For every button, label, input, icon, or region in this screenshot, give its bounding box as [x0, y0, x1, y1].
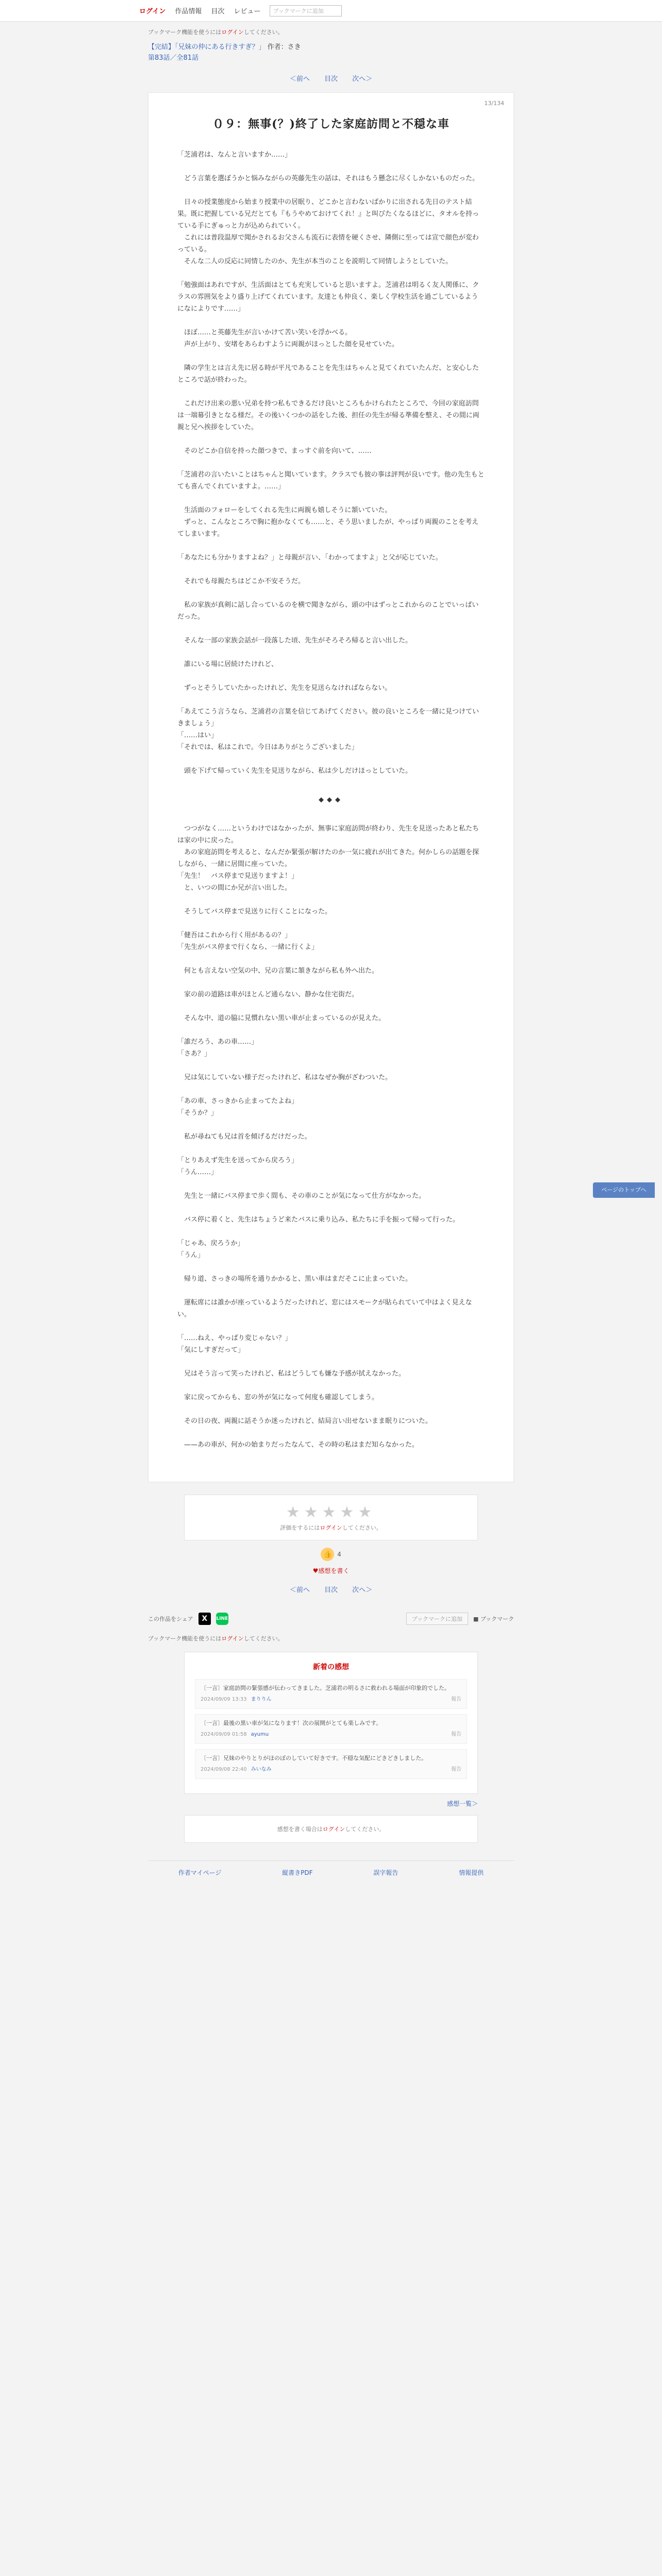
- review-text: 〔一言〕兄妹のやりとりがほのぼのしていて好きです。不穏な気配にどきどきしました。: [201, 1754, 427, 1761]
- rating-login-link[interactable]: ログイン: [320, 1524, 342, 1531]
- nav-review[interactable]: レビュー: [234, 8, 261, 15]
- body-paragraph: [177, 1143, 485, 1155]
- body-paragraph: [177, 1320, 485, 1332]
- body-paragraph: 「芝浦君の言いたいことはちゃんと聞いています。クラスでも彼の事は評判が良いです。他の先生もとても喜んでくれていますよ。……」: [177, 470, 485, 490]
- body-paragraph: 隣の学生とは言え先に居る時が平凡であることを先生はちゃんと見てくれていたんだ、と安心したところで話が終わった。: [177, 364, 479, 384]
- body-paragraph: [177, 457, 485, 469]
- body-paragraph: 「それでは、私はこれで。今日はありがとうございました」: [177, 743, 358, 751]
- body-paragraph: [177, 267, 485, 279]
- body-paragraph: 兄は気にしていない様子だったけれど、私はなぜか胸がざわついた。: [177, 1073, 392, 1081]
- review-item: [195, 1749, 467, 1779]
- reaction-count: 4: [337, 1550, 341, 1558]
- body-paragraph: 「あの車、さっきから止まってたよね」: [177, 1097, 299, 1105]
- body-paragraph: 運転席には誰かが座っているようだったけれど、窓にはスモークが貼られていて中はよく見えない。: [177, 1298, 472, 1318]
- body-paragraph: 「さあ？」: [177, 1049, 211, 1058]
- body-paragraph: そうしてバス停まで見送りに行くことになった。: [177, 907, 332, 916]
- body-paragraph: ずっと、こんなところで胸に抱かなくても……と、そう思いましたが、やっぱり両親のことを考えてしまいます。: [177, 518, 479, 538]
- body-paragraph: [177, 587, 485, 599]
- body-paragraph: [177, 1356, 485, 1368]
- body-paragraph: [177, 753, 485, 765]
- body-paragraph: 誰にいる場に居続けたけれど、: [177, 660, 278, 668]
- bookmark-toggle[interactable]: ■ ブックマーク: [473, 1615, 514, 1622]
- bookmark-add-button[interactable]: ブックマークに追加: [270, 5, 342, 16]
- body-paragraph: [177, 1178, 485, 1190]
- body-paragraph: [177, 1060, 485, 1072]
- top-header: [0, 0, 662, 22]
- body-paragraph: 私が尋ねても兄は首を傾げるだけだった。: [177, 1132, 311, 1141]
- login-link[interactable]: ログイン: [139, 8, 166, 15]
- review-user-link[interactable]: ayumu: [251, 1731, 269, 1737]
- body-paragraph: 「……はい」: [177, 731, 218, 739]
- write-suffix: してください。: [345, 1825, 385, 1833]
- reviews-box: [184, 1652, 478, 1794]
- body-paragraph: つつがなく……というわけではなかったが、無事に家庭訪問が終わり、先生を見送ったあと私たちは家の中に戻った。: [177, 824, 479, 844]
- body-paragraph: バス停に着くと、先生はちょうど来たバスに乗り込み、私たちに手を振って帰って行った。: [177, 1215, 459, 1224]
- body-paragraph: [177, 811, 485, 823]
- body-paragraph: [177, 953, 485, 965]
- body-paragraph: [177, 1202, 485, 1214]
- section-separator: ◆◆◆: [319, 795, 343, 804]
- footer-info-link[interactable]: 情報提供: [459, 1869, 484, 1876]
- review-text: 〔一言〕最後の黒い車が気になります！次の展開がとても楽しみです。: [201, 1719, 382, 1726]
- body-paragraph: 「芝浦君は、なんと言いますか……」: [177, 150, 292, 159]
- body-paragraph: [177, 918, 485, 929]
- review-user-link[interactable]: まりりん: [251, 1696, 272, 1702]
- body-paragraph: と、いつの間にか兄が言い出した。: [177, 884, 292, 892]
- body-paragraph: 「うん……」: [177, 1168, 218, 1176]
- next-link[interactable]: 次へ＞: [352, 75, 373, 83]
- body-paragraph: [177, 1119, 485, 1131]
- review-report-link[interactable]: 報告: [451, 1731, 461, 1737]
- body-paragraph: 家に戻ってからも、窓の外が気になって何度も確認してしまう。: [177, 1393, 379, 1401]
- bottom-pager: [184, 1579, 478, 1603]
- body-paragraph: あの家庭訪問を考えると、なんだか緊張が解けたのか一気に疲れが出てきた。何かしらの話題を探しながら、一緒に居間に座っていた。: [177, 848, 479, 868]
- body-paragraph: そんな一部の家族会話が一段落した頃、先生がそろそろ帰ると言い出した。: [177, 636, 412, 645]
- prev-link[interactable]: ＜前へ: [289, 75, 310, 83]
- review-date: 2024/09/09 13:33: [201, 1696, 247, 1702]
- bookmark-notice: [148, 22, 514, 38]
- x-share-icon[interactable]: X: [198, 1613, 211, 1625]
- review-report-link[interactable]: 報告: [451, 1766, 461, 1772]
- body-paragraph: [177, 647, 485, 658]
- review-item: [195, 1714, 467, 1744]
- chapter-count: 第83話／全81話: [148, 54, 199, 62]
- body-paragraph: [177, 1403, 485, 1415]
- body-paragraph: ほぼ……と英藤先生が言いかけて苦い笑いを浮かべる。: [177, 328, 352, 336]
- notice2-text: ブックマーク機能を使うには: [148, 1635, 222, 1642]
- body-paragraph: それでも母親たちはどこか不安そうだ。: [177, 577, 305, 585]
- body-paragraph: 帰り道、さっきの場所を通りかかると、黒い車はまだそこに止まっていた。: [177, 1275, 412, 1283]
- share-bar: [148, 1613, 514, 1625]
- review-text: 〔一言〕家庭訪問の緊張感が伝わってきました。芝浦君の明るさに救われる場面が印象的でした。: [201, 1684, 450, 1691]
- body-paragraph: 「誰だろう、あの車……」: [177, 1038, 258, 1046]
- body-paragraph: [177, 1083, 485, 1095]
- body-paragraph: 声が上がり、安堵をあらわすように両親がほっとした顔を見せていた。: [177, 340, 399, 348]
- bookmark-add-button-bottom[interactable]: ブックマークに追加: [406, 1613, 468, 1625]
- body-paragraph: これだけ出来の悪い兄弟を持つ私もできるだけ良いところもかけられたところで、今回の家庭訪問は一端幕引きとなる様だ。その後いくつかの話をした後、担任の先生が帰る準備を整え、その間に両親と兄へ挨拶をしていた。: [177, 399, 479, 431]
- article-body: [177, 149, 485, 1451]
- body-paragraph: [177, 540, 485, 552]
- body-paragraph: 兄はそう言って笑ったけれど、私はどうしても嫌な予感が拭えなかった。: [177, 1369, 406, 1378]
- novel-meta: [148, 38, 514, 68]
- toc-link-bottom[interactable]: 目次: [324, 1586, 338, 1594]
- review-date: 2024/09/08 22:40: [201, 1766, 247, 1772]
- reviews-heading: 新着の感想: [313, 1663, 349, 1671]
- body-paragraph: そんな二人の反応に同情したのか、先生が本当のことを説明して同情しようとしていた。: [177, 257, 453, 265]
- body-paragraph: その日の夜、両親に話そうか迷ったけれど、結局言い出せないまま眠りについた。: [177, 1417, 432, 1425]
- body-paragraph: [177, 184, 485, 196]
- body-paragraph: [177, 350, 485, 362]
- body-paragraph: [177, 493, 485, 504]
- body-paragraph: 「とりあえず先生を送ってから戻ろう」: [177, 1156, 299, 1164]
- body-paragraph: [177, 161, 485, 173]
- rating-note-suffix: してください。: [342, 1524, 382, 1531]
- body-paragraph: [177, 777, 485, 789]
- body-paragraph: 「そうか？」: [177, 1109, 218, 1117]
- body-paragraph: 「気にしすぎだって」: [177, 1346, 245, 1354]
- body-paragraph: [177, 623, 485, 635]
- rating-note: [190, 1523, 472, 1532]
- body-paragraph: ずっとそうしていたかったけれど、先生を見送らなければならない。: [177, 684, 392, 692]
- body-paragraph: 頭を下げて帰っていく先生を見送りながら、私は少しだけほっとしていた。: [177, 767, 412, 775]
- write-review-box: [184, 1815, 478, 1843]
- review-date: 2024/09/09 01:58: [201, 1731, 247, 1737]
- line-share-icon[interactable]: LINE: [216, 1613, 228, 1625]
- review-footer: [201, 1765, 461, 1774]
- body-paragraph: そんな中、道の脇に見慣れない黒い車が止まっているのが見えた。: [177, 1014, 386, 1022]
- review-footer: [201, 1695, 461, 1704]
- body-paragraph: [177, 1226, 485, 1238]
- body-paragraph: [177, 694, 485, 706]
- review-report-link[interactable]: 報告: [451, 1696, 461, 1702]
- body-paragraph: 「うん」: [177, 1251, 205, 1259]
- body-paragraph: [177, 1001, 485, 1012]
- rating-stars[interactable]: ★★★★★: [286, 1503, 376, 1521]
- body-paragraph: [177, 1427, 485, 1439]
- review-footer: [201, 1730, 461, 1739]
- body-paragraph: 「先生がバス停まで行くなら、一緒に行くよ」: [177, 943, 319, 951]
- author-name: 作者：さき: [267, 43, 301, 51]
- body-paragraph: 家の前の道路は車がほとんど通らない、静かな住宅街だ。: [177, 990, 359, 998]
- article: [148, 92, 514, 1482]
- body-paragraph: 「じゃあ、戻ろうか」: [177, 1239, 244, 1247]
- body-paragraph: [177, 894, 485, 906]
- body-paragraph: 日々の授業態度から始まり授業中の居眠り、どこかと言わないばかりに出される先日のテスト結果。既に把握している兄だとても『もうやめておけてくれ！』と叫びたくなるほどに、タオルを持っている手にぎゅっと力が込められていく。: [177, 198, 479, 230]
- body-paragraph: [177, 564, 485, 575]
- body-paragraph: 「健吾はこれから行く用があるの？」: [177, 931, 292, 939]
- page-count: 13/134: [484, 99, 504, 107]
- nav-work-info[interactable]: 作品情報: [175, 8, 202, 15]
- body-paragraph: [177, 1261, 485, 1273]
- footer-typo-report-link[interactable]: 誤字報告: [373, 1869, 399, 1876]
- body-paragraph: ——あの車が、何かの始まりだったなんて、その時の私はまだ知らなかった。: [177, 1440, 419, 1449]
- body-paragraph: これには普段温厚で聞かされるお父さんも流石に表情を硬くさせ、隣側に至っては宣で顔色が変わっている。: [177, 233, 479, 253]
- write-login-link[interactable]: ログイン: [322, 1825, 345, 1833]
- review-item: [195, 1679, 467, 1709]
- notice2-login-link[interactable]: ログイン: [221, 1635, 244, 1642]
- prev-link-bottom[interactable]: ＜前へ: [289, 1586, 310, 1594]
- body-paragraph: 「あえてこう言うなら、芝浦君の言葉を信じてあげてください。彼の良いところを一緒に見つけていきましょう」: [177, 707, 479, 727]
- notice2-suffix: してください。: [243, 1635, 284, 1642]
- body-paragraph: 生活面のフォローをしてくれる先生に両親も嬉しそうに頷いていた。: [177, 506, 392, 514]
- body-paragraph: 「あなたにも分かりますよね？」と母親が言い、「わかってますよ」と父が応じていた。: [177, 553, 442, 562]
- rating-box: [184, 1495, 478, 1540]
- body-paragraph: [177, 386, 485, 398]
- series-title-link[interactable]: 【完結】「兄妹の仲にある行きすぎ？」: [148, 43, 266, 51]
- body-paragraph: [177, 1380, 485, 1392]
- review-user-link[interactable]: みいなみ: [251, 1766, 272, 1772]
- body-paragraph: 「……ねえ、やっぱり変じゃない？」: [177, 1334, 292, 1342]
- write-text: 感想を書く場合は: [277, 1825, 323, 1833]
- body-paragraph: [177, 315, 485, 327]
- rating-note-text: 評価をするには: [280, 1524, 320, 1531]
- notice-text-suffix: してください。: [243, 29, 284, 36]
- reaction-area: [184, 1540, 478, 1563]
- body-paragraph: そのどこか自信を持った顔つきで、まっすぐ前を向いて、……: [177, 447, 372, 455]
- share-label: この作品をシェア: [148, 1615, 193, 1622]
- toc-link[interactable]: 目次: [324, 75, 338, 83]
- body-paragraph: [177, 670, 485, 682]
- top-pager: [148, 68, 514, 92]
- footer-pdf-link[interactable]: 縦書きPDF: [282, 1869, 313, 1876]
- body-paragraph: [177, 433, 485, 445]
- body-paragraph: [177, 977, 485, 989]
- next-link-bottom[interactable]: 次へ＞: [352, 1586, 373, 1594]
- body-paragraph: 先生と一緒にバス停まで歩く間も、その車のことが気になって仕方がなかった。: [177, 1192, 426, 1200]
- body-paragraph: 私の家族が真剣に話し合っているのを横で聞きながら、頭の中はずっとこれからのことでいっぱいだった。: [177, 601, 479, 621]
- body-paragraph: どう言葉を選ぼうかと悩みながらの英藤先生の話は、それはもう懸念に尽くしかないものだった。: [177, 174, 479, 182]
- body-paragraph: [177, 1024, 485, 1036]
- body-paragraph: 「先生！ バス停まで見送りますよ！」: [177, 872, 299, 880]
- page-top-button[interactable]: ページのトップへ: [593, 1182, 655, 1198]
- nav-toc[interactable]: 目次: [211, 8, 225, 15]
- footer-author-page-link[interactable]: 作者マイページ: [178, 1869, 222, 1876]
- footer-links: [148, 1860, 514, 1877]
- bookmark-notice-bottom: [148, 1634, 514, 1642]
- notice-text: ブックマーク機能を使うには: [148, 29, 222, 36]
- body-paragraph: 「勉強面はあれですが、生活面はとても充実していると思いますよ。芝浦君は明るく友人関係に、クラスの雰囲気をより盛り上げてくれています。友達とも仲良く、楽しく学校生活を過ごしているようになによりです……」: [177, 281, 479, 313]
- thumbs-up-icon[interactable]: 👍: [321, 1548, 334, 1561]
- chapter-title: ０９：無事(？)終了した家庭訪問と不穏な車: [212, 117, 450, 131]
- body-paragraph: 何とも言えない空気の中、兄の言葉に頷きながら私も外へ出た。: [177, 967, 379, 975]
- more-reviews-link[interactable]: 感想一覧＞: [446, 1800, 478, 1807]
- body-paragraph: [177, 1285, 485, 1297]
- notice-login-link[interactable]: ログイン: [221, 29, 244, 36]
- write-impression-link[interactable]: ♥感想を書く: [312, 1567, 350, 1574]
